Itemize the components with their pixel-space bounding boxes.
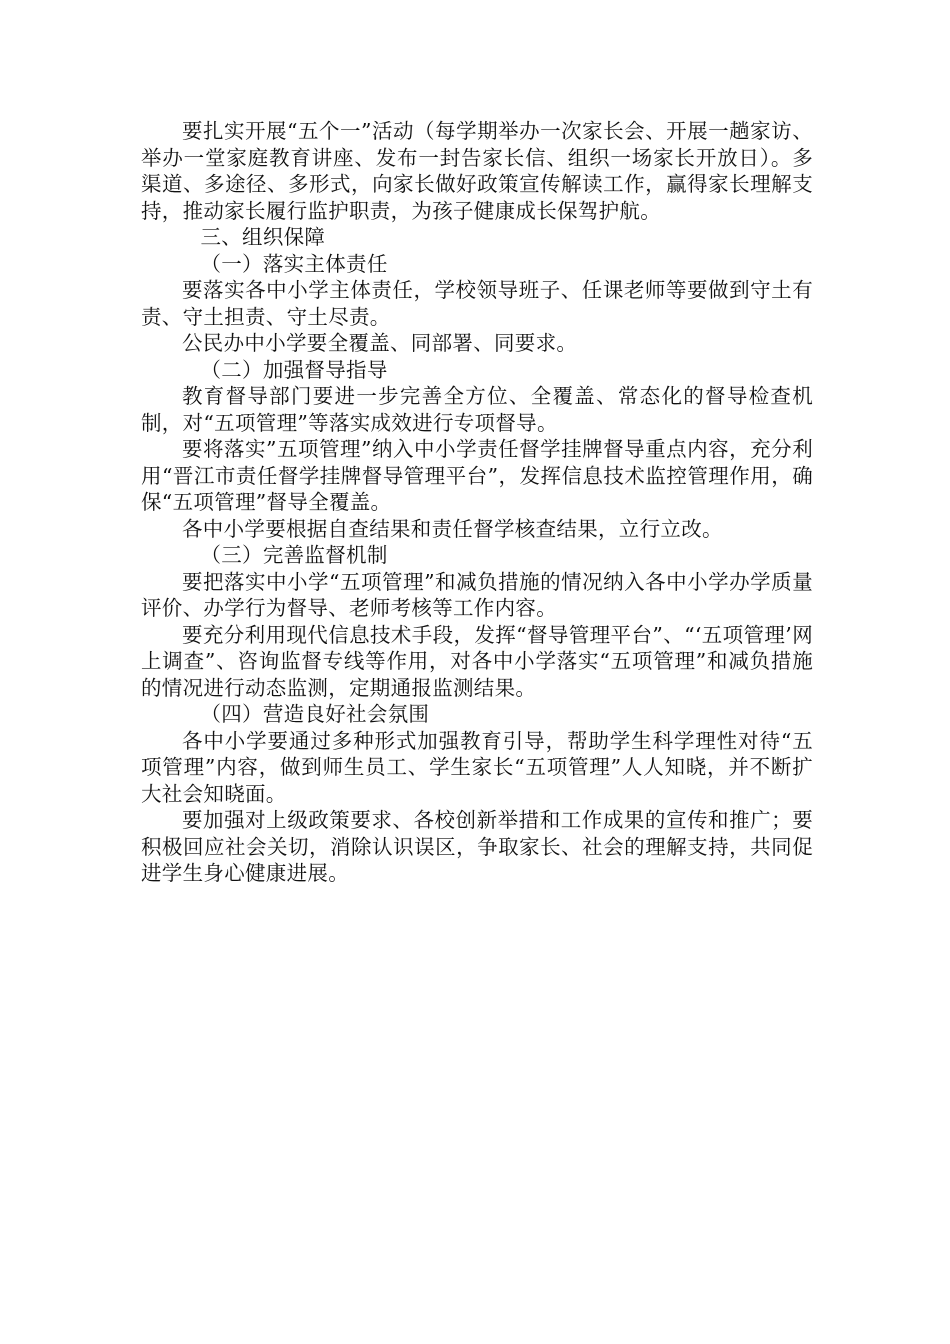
subheading-responsibility: （一）落实主体责任	[200, 251, 388, 276]
paragraph-coverage: 公民办中小学要全覆盖、同部署、同要求。	[182, 331, 578, 355]
paragraph-supervision-platform: 要将落实”五项管理”纳入中小学责任督学挂牌督导重点内容，充分利用“晋江市责任督学挂牌督导管理平台”，发挥信息技术监控管理作用，确保“五项管理”督导全覆盖。	[141, 437, 813, 514]
paragraph-supervision-mechanism: 教育督导部门要进一步完善全方位、全覆盖、常态化的督导检查机制，对“五项管理”等落实成效进行专项督导。	[141, 384, 813, 435]
paragraph-five-activities: 要扎实开展“五个一”活动（每学期举办一次家长会、开展一趟家访、举办一堂家庭教育讲座、发布一封告家长信、组织一场家长开放日）。多渠道、多途径、多形式，向家长做好政策宣传解读工作，赢得家长理解支持，推动家长履行监护职责，为孩子健康成长保驾护航。	[141, 119, 813, 223]
subheading-supervision: （二）加强督导指导	[200, 357, 388, 382]
subheading-social-atmosphere: （四）营造良好社会氛围	[200, 702, 430, 726]
paragraph-education-guidance: 各中小学要通过多种形式加强教育引导，帮助学生科学理性对待“五项管理”内容，做到师生员工、学生家长“五项管理”人人知晓，并不断扩大社会知晓面。	[141, 728, 813, 806]
paragraph-dynamic-monitoring: 要充分利用现代信息技术手段，发挥“督导管理平台”、“‘五项管理’网上调查”、咨询监督专线等作用，对各中小学落实“五项管理”和减负措施的情况进行动态监测，定期通报监测结果。	[141, 622, 813, 700]
paragraph-publicity: 要加强对上级政策要求、各校创新举措和工作成果的宣传和推广；要积极回应社会关切，消除认识误区，争取家长、社会的理解支持，共同促进学生身心健康进展。	[141, 808, 813, 885]
section-heading-organization: 三、组织保障	[200, 225, 326, 249]
paragraph-evaluation: 要把落实中小学“五项管理”和减负措施的情况纳入各中小学办学质量评价、办学行为督导、老师考核等工作内容。	[141, 569, 813, 620]
document-page	[141, 118, 813, 887]
subheading-monitoring: （三）完善监督机制	[200, 543, 388, 567]
paragraph-responsibility: 要落实各中小学主体责任，学校领导班子、任课老师等要做到守土有责、守土担责、守土尽责。	[141, 278, 813, 329]
paragraph-self-check: 各中小学要根据自查结果和责任督学核查结果，立行立改。	[182, 516, 723, 541]
